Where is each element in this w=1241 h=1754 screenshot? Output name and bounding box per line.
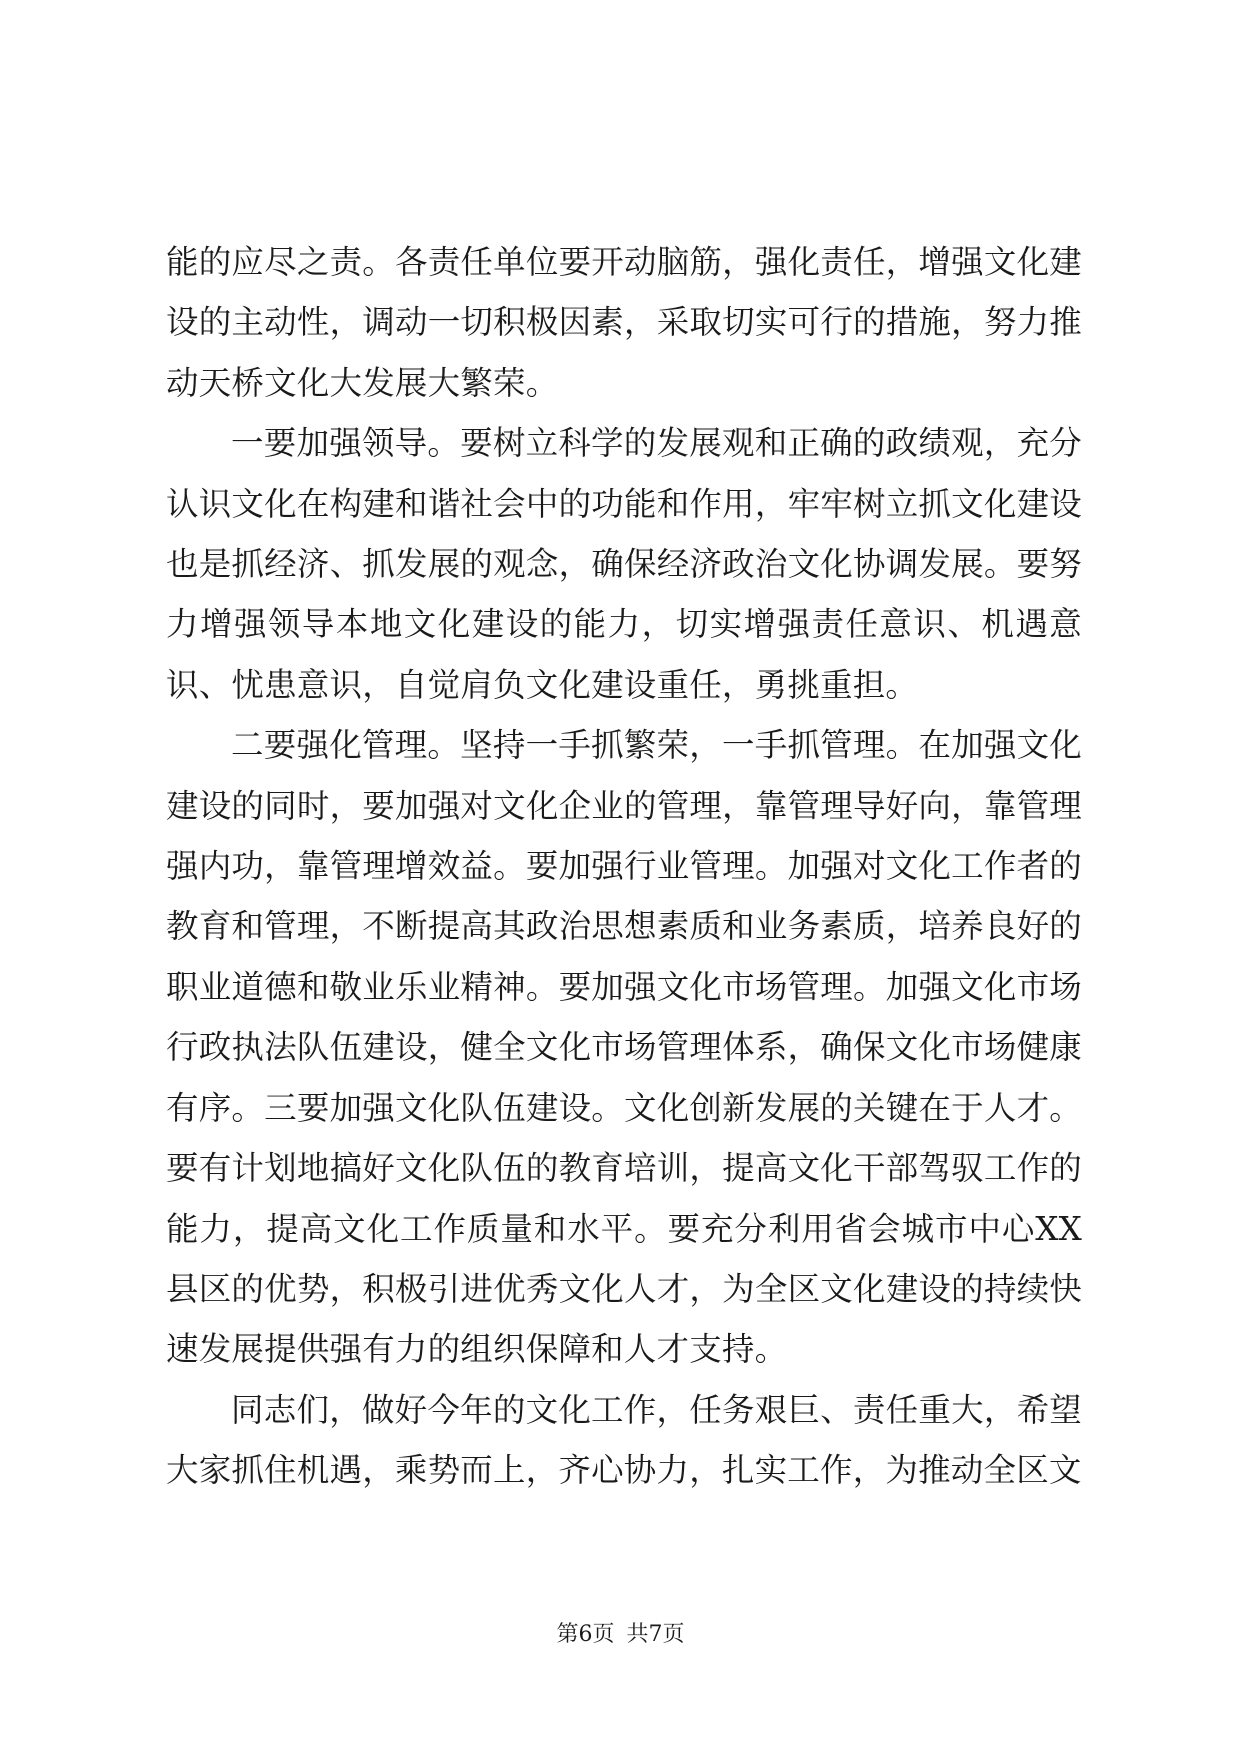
document-body xyxy=(166,232,1082,1501)
page-number-current: 第6页 xyxy=(556,1622,615,1647)
paragraph-closing-remarks: 同志们，做好今年的文化工作，任务艰巨、责任重大，希望大家抓住机遇，乘势而上，齐心协力，扎实工作，为推动全区文 xyxy=(166,1390,1082,1490)
page-footer xyxy=(0,1620,1241,1650)
paragraph-strengthen-management: 二要强化管理。坚持一手抓繁荣，一手抓管理。在加强文化建设的同时，要加强对文化企业的管理，靠管理导好向，靠管理强内功，靠管理增效益。要加强行业管理。加强对文化工作者的教育和管理，不断提高其政治思想素质和业务素质，培养良好的职业道德和敬业乐业精神。要加强文化市场管理。加强文化市场行政执法队伍建设，健全文化市场管理体系，确保文化市场健康有序。三要加强文化队伍建设。文化创新发展的关键在于人才。要有计划地搞好文化队伍的教育培训，提高文化干部驾驭工作的能力，提高文化工作质量和水平。要充分利用省会城市中心XX县区的优势，积极引进优秀文化人才，为全区文化建设的持续快速发展提供强有力的组织保障和人才支持。 xyxy=(166,726,1082,1369)
page-number-total: 共7页 xyxy=(626,1622,685,1647)
paragraph-continuation: 能的应尽之责。各责任单位要开动脑筋，强化责任，增强文化建设的主动性，调动一切积极因素，采取切实可行的措施，努力推动天桥文化大发展大繁荣。 xyxy=(166,243,1082,402)
paragraph-strengthen-leadership: 一要加强领导。要树立科学的发展观和正确的政绩观，充分认识文化在构建和谐社会中的功能和作用，牢牢树立抓文化建设也是抓经济、抓发展的观念，确保经济政治文化协调发展。要努力增强领导本地文化建设的能力，切实增强责任意识、机遇意识、忧患意识，自觉肩负文化建设重任，勇挑重担。 xyxy=(166,424,1082,704)
